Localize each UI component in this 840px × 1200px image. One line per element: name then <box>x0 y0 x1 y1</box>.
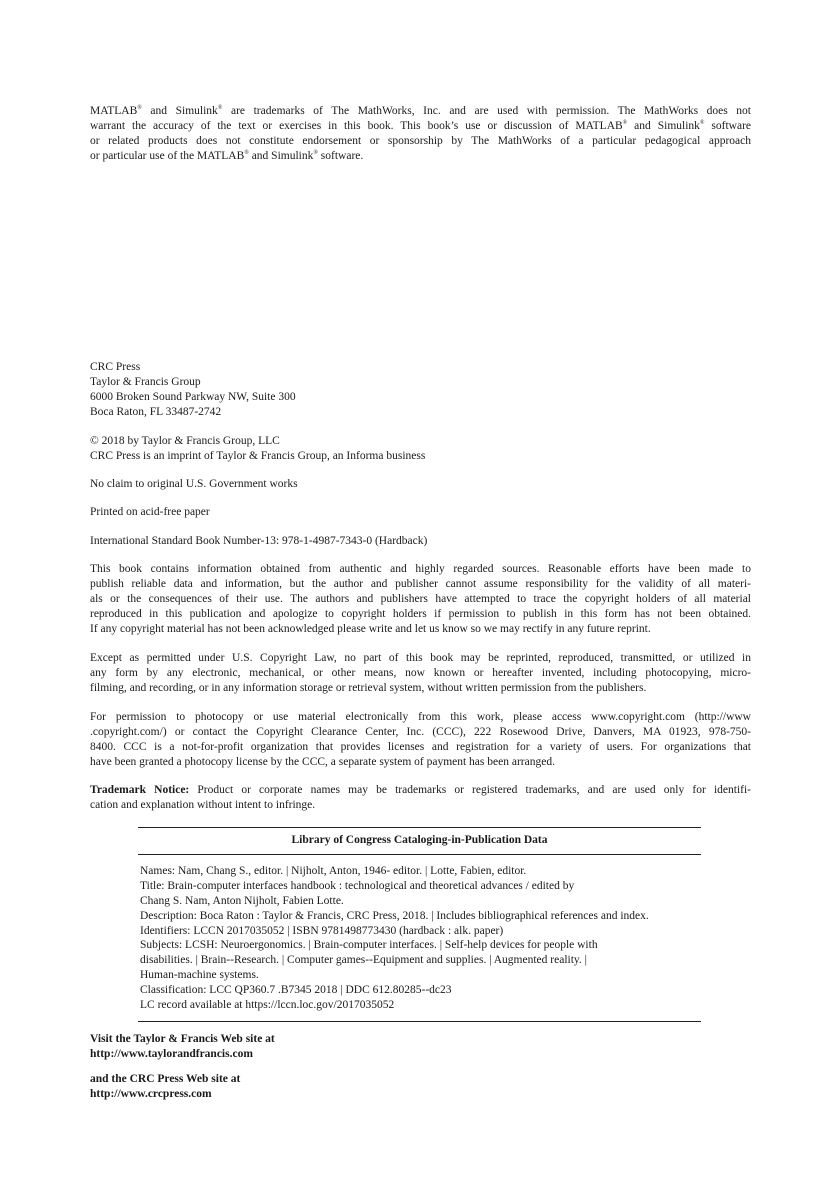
cip-body <box>138 855 701 1021</box>
address-line: 6000 Broken Sound Parkway NW, Suite 300 <box>90 390 296 403</box>
permission-paragraph <box>90 710 751 770</box>
permission-line: For permission to photocopy or use material electronically from this work, please access www.copyright.com (http://www <box>90 711 751 723</box>
disclaimer-line: als or the consequences of their use. The authors and publishers have attempted to trace the copyright holders of all material <box>90 592 751 605</box>
copyright-line: CRC Press is an imprint of Taylor & Francis Group, an Informa business <box>90 449 426 462</box>
disclaimer-line: publish reliable data and information, but the author and publisher cannot assume responsibility for the validity of all materi- <box>90 577 751 590</box>
cip-data-box <box>138 827 701 1022</box>
trademark-notice-line: Trademark Notice: Product or corporate names may be trademarks or registered trademarks, and are used only for identifi- <box>90 784 751 796</box>
cip-line: Human-machine systems. <box>140 969 259 982</box>
publisher-address <box>90 360 751 420</box>
cip-line: Description: Boca Raton : Taylor & Francis, CRC Press, 2018. | Includes bibliographical references and index. <box>140 909 649 922</box>
trademark-notice-label: Trademark Notice: <box>90 784 190 796</box>
crc-website-label: and the CRC Press Web site at <box>90 1073 241 1085</box>
cip-line: Identifiers: LCCN 2017035052 | ISBN 9781498773430 (hardback : alk. paper) <box>140 924 504 937</box>
no-claim-text: No claim to original U.S. Government works <box>90 478 298 490</box>
copyright-law-paragraph <box>90 651 751 696</box>
trademark-line: MATLAB® and Simulink® are trademarks of The MathWorks, Inc. and are used with permission. The MathWorks does not <box>90 105 752 117</box>
permission-line: have been granted a photocopy license by the CCC, a separate system of payment has been arranged. <box>90 755 555 768</box>
cip-line: Names: Nam, Chang S., editor. | Nijholt, Anton, 1946- editor. | Lotte, Fabien, editor. <box>140 864 527 877</box>
disclaimer-line: This book contains information obtained from authentic and highly regarded sources. Reasonable efforts have been made to <box>90 563 751 575</box>
cip-line: Classification: LCC QP360.7 .B7345 2018 | DDC 612.80285--dc23 <box>140 984 452 997</box>
trademark-notice <box>90 783 751 813</box>
copyright-law-line: filming, and recording, or in any information storage or retrieval system, without written permission from the publishers. <box>90 681 647 694</box>
cip-line: disabilities. | Brain--Research. | Computer games--Equipment and supplies. | Augmented reality. | <box>140 954 587 967</box>
permission-line: 8400. CCC is a not-for-profit organization that provides licenses and registration for a variety of users. For organizations that <box>90 740 751 753</box>
disclaimer-line: reproduced in this publication and apologize to copyright holders if permission to publish in this form has not been obtained. <box>90 607 751 620</box>
isbn-text: International Standard Book Number-13: 978-1-4987-7343-0 (Hardback) <box>90 535 428 547</box>
matlab-trademark-notice <box>90 104 751 164</box>
cip-line: Chang S. Nam, Anton Nijholt, Fabien Lotte. <box>140 894 344 907</box>
trademark-line: or particular use of the MATLAB® and Simulink® software. <box>90 149 364 162</box>
copyright-law-line: any form by any electronic, mechanical, or other means, now known or hereafter invented, including photocopying, micro- <box>90 666 751 679</box>
tf-website <box>90 1032 751 1062</box>
disclaimer-paragraph <box>90 562 751 637</box>
cip-line: Title: Brain-computer interfaces handbook : technological and theoretical advances / edited by <box>140 879 575 892</box>
copyright-law-line: Except as permitted under U.S. Copyright Law, no part of this book may be reprinted, reproduced, transmitted, or utilized in <box>90 652 751 664</box>
isbn-statement <box>90 534 751 549</box>
copyright-statement <box>90 434 751 464</box>
disclaimer-line: If any copyright material has not been acknowledged please write and let us know so we may rectify in any future reprint. <box>90 622 651 635</box>
cip-line: LC record available at https://lccn.loc.gov/2017035052 <box>140 999 395 1012</box>
crc-website <box>90 1072 751 1102</box>
no-claim-statement <box>90 477 751 492</box>
permission-line: .copyright.com/) or contact the Copyright Clearance Center, Inc. (CCC), 222 Rosewood Drive, Danvers, MA 01923, 978-750- <box>90 725 751 738</box>
trademark-notice-line: cation and explanation without intent to infringe. <box>90 798 316 811</box>
address-line: Boca Raton, FL 33487-2742 <box>90 405 222 418</box>
paper-text: Printed on acid-free paper <box>90 506 210 518</box>
trademark-line: or related products does not constitute endorsement or sponsorship by The MathWorks of a particular pedagogical approach <box>90 134 751 147</box>
crc-website-link[interactable]: http://www.crcpress.com <box>90 1087 212 1100</box>
copyright-line: © 2018 by Taylor & Francis Group, LLC <box>90 435 280 447</box>
trademark-line: warrant the accuracy of the text or exercises in this book. This book’s use or discussion of MATLAB® and Simulink® software <box>90 119 752 132</box>
address-line: CRC Press <box>90 361 141 373</box>
cip-title: Library of Congress Cataloging-in-Publication Data <box>138 828 701 855</box>
tf-website-label: Visit the Taylor & Francis Web site at <box>90 1033 275 1045</box>
cip-line: Subjects: LCSH: Neuroergonomics. | Brain-computer interfaces. | Self-help devices for people with <box>140 939 598 952</box>
paper-statement <box>90 505 751 520</box>
tf-website-link[interactable]: http://www.taylorandfrancis.com <box>90 1047 253 1060</box>
address-line: Taylor & Francis Group <box>90 375 201 388</box>
